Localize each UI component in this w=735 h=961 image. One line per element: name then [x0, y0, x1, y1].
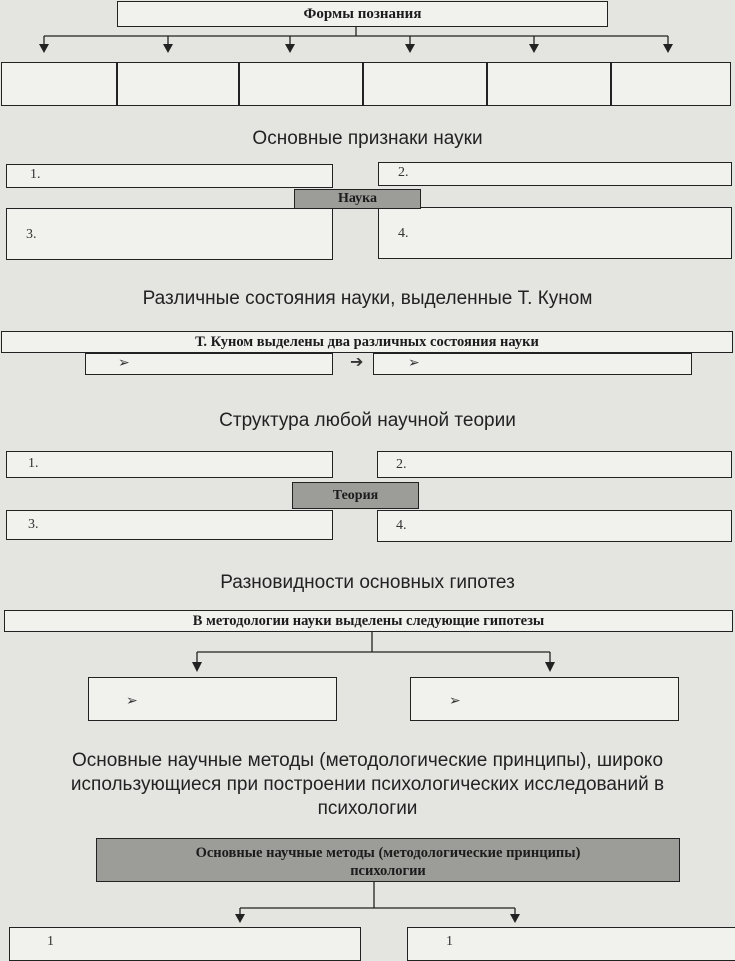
methods-heading-line2: использующиеся при построении психологических исследований в: [70, 774, 665, 795]
methods-title-box: [96, 838, 680, 882]
forms-of-knowledge-row: [1, 62, 731, 106]
methods-title-line2: психологии: [350, 863, 426, 879]
forms-cell-divider: [238, 62, 240, 106]
methods-heading-line3: психологии: [317, 798, 418, 819]
arrow-down-icon: [235, 914, 245, 923]
arrow-down-icon: [192, 662, 202, 672]
theory-number-4: 4.: [396, 518, 407, 533]
kuhn-state-box-right: [373, 353, 692, 375]
method-box-left: [9, 927, 361, 961]
bullet-arrow-icon: ➢: [118, 356, 130, 371]
method-number-right: 1: [446, 934, 453, 949]
science-feature-box-2: [378, 162, 732, 186]
arrow-down-icon: [510, 914, 520, 923]
hypotheses-title: В методологии науки выделены следующие гипотезы: [4, 610, 733, 632]
feature-number-3: 3.: [26, 227, 37, 242]
arrow-down-icon: [545, 662, 555, 672]
hypotheses-heading: Разновидности основных гипотез: [220, 572, 515, 593]
science-feature-box-3: [6, 208, 333, 260]
bullet-arrow-icon: ➢: [449, 694, 461, 709]
theory-center-label: Теория: [292, 482, 419, 509]
forms-of-knowledge-title: Формы познания: [117, 1, 608, 27]
bullet-arrow-icon: ➢: [408, 356, 420, 371]
science-center-label: Наука: [294, 189, 421, 209]
science-feature-box-4: [378, 207, 732, 259]
theory-number-3: 3.: [28, 517, 39, 532]
science-features-heading: Основные признаки науки: [252, 128, 483, 149]
methods-heading-line1: Основные научные методы (методологические принципы), широко: [71, 750, 664, 771]
forms-cell-divider: [116, 62, 118, 106]
theory-number-2: 2.: [396, 457, 407, 472]
kuhn-states-heading: Различные состояния науки, выделенные Т. Куном: [142, 288, 593, 309]
arrow-down-icon: [39, 44, 49, 53]
arrow-down-icon: [285, 44, 295, 53]
theory-number-1: 1.: [28, 456, 39, 471]
feature-number-2: 2.: [398, 165, 409, 180]
forms-cell-divider: [362, 62, 364, 106]
method-box-right: [407, 927, 735, 961]
theory-element-box-1: [6, 451, 333, 478]
theory-structure-heading: Структура любой научной теории: [219, 410, 516, 431]
arrow-down-icon: [405, 44, 415, 53]
bullet-arrow-icon: ➢: [126, 694, 138, 709]
methods-title-line1: Основные научные методы (методологические принципы): [195, 845, 581, 861]
science-feature-box-1: [6, 164, 333, 188]
kuhn-states-title: Т. Куном выделены два различных состояния науки: [1, 331, 733, 353]
arrow-down-icon: [529, 44, 539, 53]
forms-cell-divider: [486, 62, 488, 106]
forms-cell-divider: [610, 62, 612, 106]
feature-number-4: 4.: [398, 226, 409, 241]
theory-element-box-4: [377, 510, 732, 542]
right-arrow-icon: ➔: [350, 354, 364, 371]
arrow-down-icon: [163, 44, 173, 53]
feature-number-1: 1.: [30, 167, 41, 182]
theory-element-box-3: [6, 510, 333, 540]
method-number-left: 1: [47, 934, 54, 949]
theory-element-box-2: [377, 451, 732, 478]
arrow-down-icon: [663, 44, 673, 53]
